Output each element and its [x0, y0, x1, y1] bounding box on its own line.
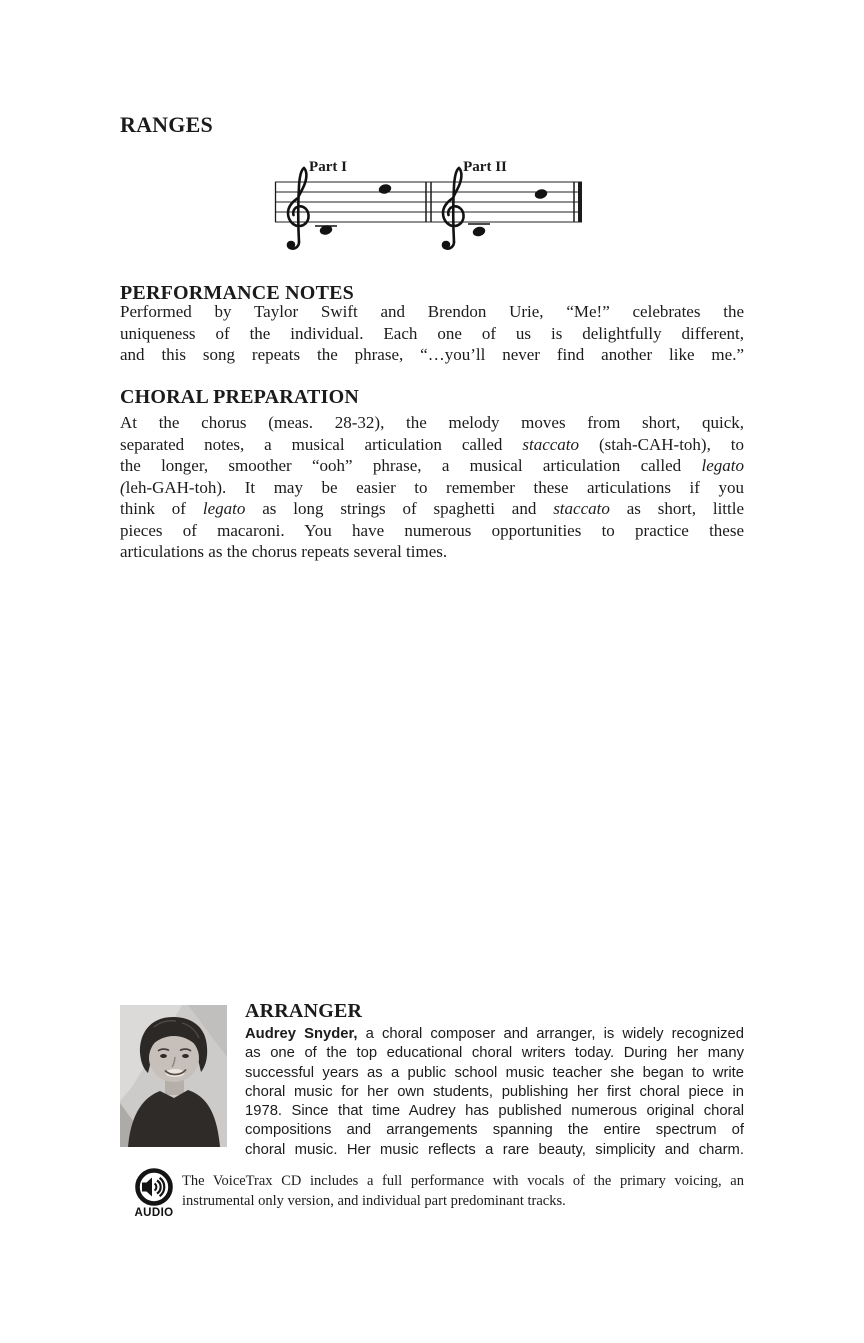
text-line: and this song repeats the phrase, “…you’ll never find another like me.”	[120, 345, 744, 364]
text-line: instrumental only version, and individual part predominant tracks.	[182, 1192, 566, 1209]
performance-notes-paragraph	[120, 301, 744, 366]
text-line: (leh-GAH-toh). It may be easier to remember these articulations if you	[120, 477, 744, 497]
text-line: articulations as the chorus repeats several times.	[120, 542, 448, 561]
text-line: pieces of macaroni. You have numerous opportunities to practice these	[120, 520, 744, 540]
arranger-portrait-photo	[120, 1005, 227, 1147]
text-line: uniqueness of the individual. Each one of us is delightfully different,	[120, 323, 744, 343]
part-2-range-notes	[468, 188, 548, 238]
arranger-heading: ARRANGER	[245, 1000, 363, 1022]
part-1-label: Part I	[309, 159, 347, 175]
audio-paragraph	[182, 1172, 744, 1211]
treble-clef-part-1-icon	[287, 168, 308, 249]
staff-lines	[275, 182, 582, 222]
text-line: compositions and arrangements spanning the entire spectrum of	[245, 1122, 744, 1139]
part-2-label: Part II	[463, 159, 507, 175]
choral-preparation-paragraph	[120, 412, 744, 563]
text-line: choral music for her own students, publishing her first choral piece in	[245, 1083, 744, 1100]
text-line: the longer, smoother “ooh” phrase, a musical articulation called legato	[120, 456, 744, 475]
text-line: as one of the top educational choral writers today. During her many	[245, 1045, 744, 1062]
arranger-paragraph	[245, 1025, 744, 1160]
audio-speaker-icon	[134, 1167, 174, 1207]
performance-notes-heading: PERFORMANCE NOTES	[120, 282, 354, 304]
audio-icon-label: AUDIO	[134, 1207, 174, 1219]
text-line: successful years as a public school music teacher she began to write	[245, 1064, 744, 1081]
text-line: Audrey Snyder, a choral composer and arranger, is widely recognized	[245, 1026, 744, 1042]
choral-preparation-heading: CHORAL PREPARATION	[120, 386, 359, 408]
text-line: think of legato as long strings of spaghetti and staccato as short, little	[120, 499, 745, 518]
text-line: Performed by Taylor Swift and Brendon Urie, “Me!” celebrates the	[120, 302, 744, 321]
treble-clef-part-2-icon	[442, 168, 463, 249]
text-line: choral music. Her music reflects a rare beauty, simplicity and charm.	[245, 1141, 744, 1158]
text-line: The VoiceTrax CD includes a full performance with vocals of the primary voicing, an	[182, 1173, 744, 1189]
text-line: separated notes, a musical articulation called staccato (stah-CAH-toh), to	[120, 434, 745, 454]
text-line: 1978. Since that time Audrey has published numerous original choral	[245, 1103, 744, 1120]
part-1-range-notes	[315, 183, 392, 236]
ranges-staff-figure	[268, 150, 588, 252]
ranges-heading: RANGES	[120, 112, 213, 137]
text-line: At the chorus (meas. 28-32), the melody moves from short, quick,	[120, 413, 744, 432]
